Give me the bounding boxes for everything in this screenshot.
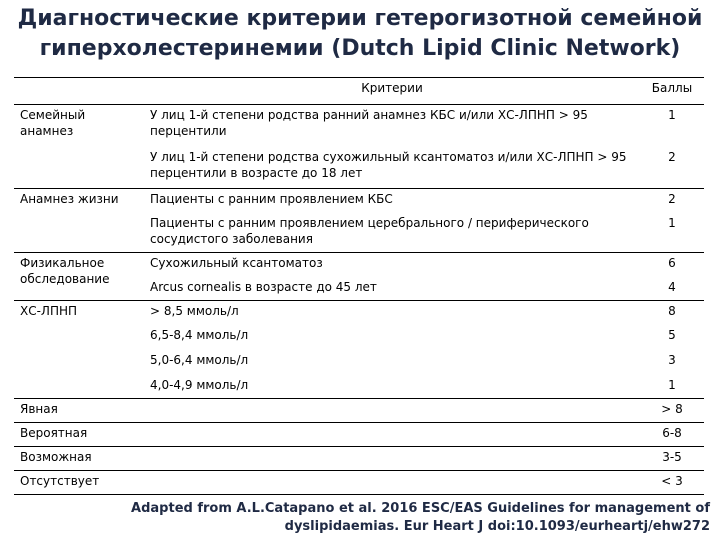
citation-line-1: Adapted from A.L.Catapano et al. 2016 ESC/EAS Guidelines for management of xyxy=(131,501,710,516)
criterion-text: Arcus cornealis в возрасте до 45 лет xyxy=(150,279,377,294)
table-header-row xyxy=(14,78,704,105)
criterion-text: > 8,5 ммоль/л xyxy=(144,301,639,325)
group-label-ldl: ХС-ЛПНП xyxy=(14,301,144,399)
table-row xyxy=(14,253,704,277)
header-criteria: Критерии xyxy=(144,78,639,105)
criterion-points: 5 xyxy=(668,327,676,342)
criterion-points: 8 xyxy=(639,301,704,325)
criterion-points: 1 xyxy=(668,377,676,392)
diagnosis-row xyxy=(14,447,704,471)
citation-line-2: dyslipidaemias. Eur Heart J doi:10.1093/eurheartj/ehw272 xyxy=(284,519,710,534)
diagnosis-label: Отсутствует xyxy=(14,471,639,495)
header-empty-cell xyxy=(14,78,144,105)
diagnosis-row xyxy=(14,399,704,423)
group-label-family-history: Семейный анамнез xyxy=(20,108,86,138)
table-row xyxy=(14,105,704,147)
criterion-text: Пациенты с ранним проявлением КБС xyxy=(144,189,639,213)
criterion-points: 2 xyxy=(639,189,704,213)
diagnosis-points: < 3 xyxy=(639,471,704,495)
criterion-text: У лиц 1-й степени родства ранний анамнез КБС и/или ХС-ЛПНП > 95 перцентили xyxy=(150,108,588,138)
group-label-life-history: Анамнез жизни xyxy=(14,189,144,253)
diagnosis-points: > 8 xyxy=(639,399,704,423)
diagnosis-label: Возможная xyxy=(14,447,639,471)
criterion-text: У лиц 1-й степени родства сухожильный ксантоматоз и/или ХС-ЛПНП > 95 перцентили в возрасте до 18 лет xyxy=(150,149,627,180)
diagnosis-row xyxy=(14,471,704,495)
diagnosis-points: 6-8 xyxy=(639,423,704,447)
title-line-2: гиперхолестеринемии (Dutch Lipid Clinic Network) xyxy=(39,36,681,61)
diagnosis-row xyxy=(14,423,704,447)
diagnosis-label: Вероятная xyxy=(14,423,639,447)
criterion-text: 6,5-8,4 ммоль/л xyxy=(150,327,249,342)
diagnosis-points: 3-5 xyxy=(639,447,704,471)
criterion-points: 1 xyxy=(668,215,676,230)
criterion-text: Сухожильный ксантоматоз xyxy=(144,253,639,277)
criterion-text: Пациенты с ранним проявлением церебрального / периферического сосудистого заболевания xyxy=(150,215,589,246)
criterion-points: 3 xyxy=(668,352,676,367)
group-label-physical-exam: Физикальное обследование xyxy=(14,253,144,301)
criterion-points: 4 xyxy=(668,279,676,294)
title-line-1: Диагностические критерии гетерогизотной семейной xyxy=(17,6,703,31)
diagnosis-label: Явная xyxy=(14,399,639,423)
table-row xyxy=(14,189,704,213)
criterion-text: 5,0-6,4 ммоль/л xyxy=(150,352,249,367)
criterion-points: 1 xyxy=(668,108,676,122)
header-points: Баллы xyxy=(639,78,704,105)
source-citation xyxy=(70,500,710,536)
criterion-text: 4,0-4,9 ммоль/л xyxy=(150,377,249,392)
criterion-points: 2 xyxy=(668,149,676,164)
criterion-points: 6 xyxy=(639,253,704,277)
table-row xyxy=(14,301,704,325)
page-title xyxy=(0,4,720,64)
criteria-table xyxy=(14,77,704,495)
